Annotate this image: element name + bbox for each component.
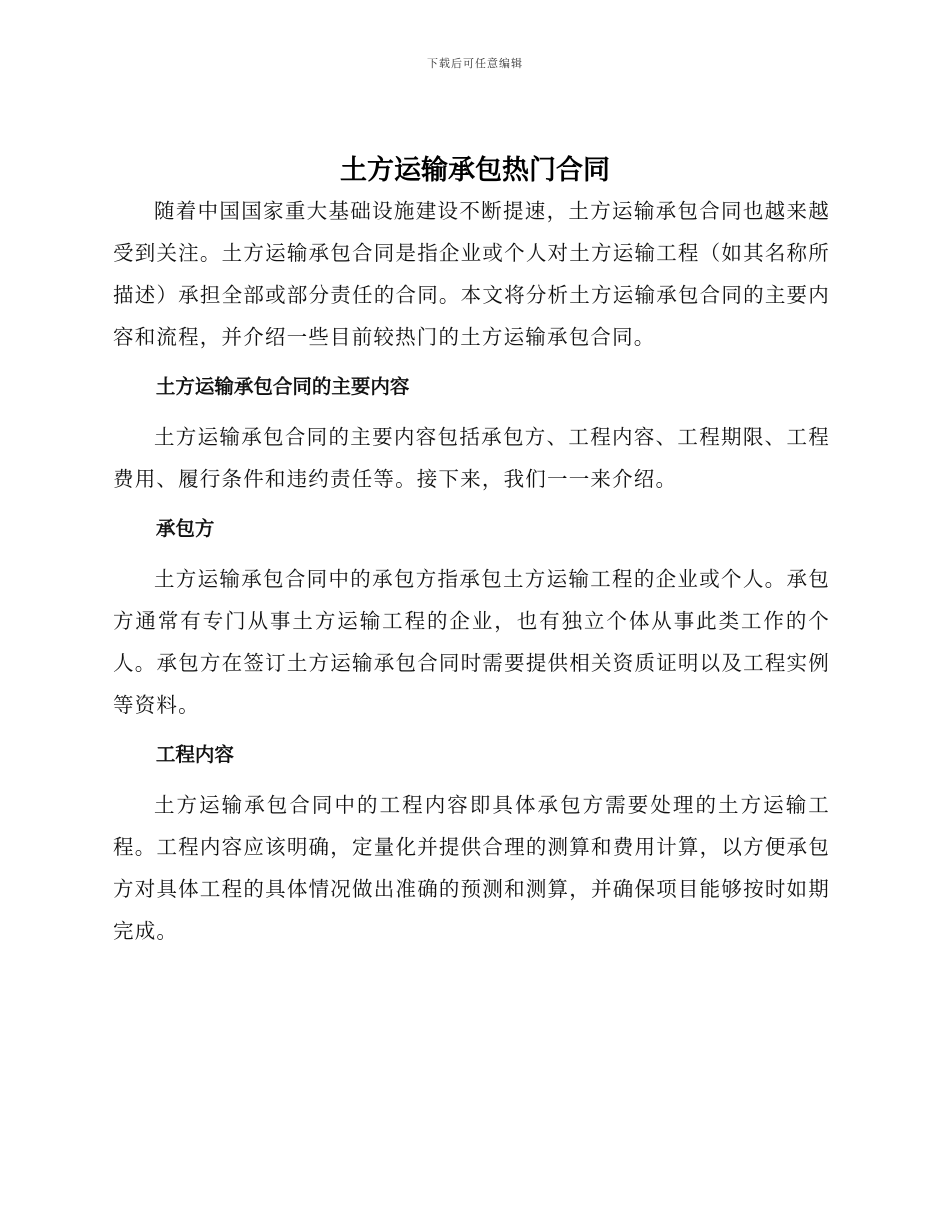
intro-paragraph: 随着中国国家重大基础设施建设不断提速，土方运输承包合同也越来越受到关注。土方运输承包合同是指企业或个人对土方运输工程（如其名称所描述）承担全部或部分责任的合同。本文将分析土方运输承包合同的主要内容和流程，并介绍一些目前较热门的土方运输承包合同。 [113, 199, 830, 349]
section-heading-project-content: 工程内容 [155, 743, 234, 766]
document-title: 土方运输承包热门合同 [340, 155, 610, 186]
header-note: 下载后可任意编辑 [427, 57, 523, 70]
section-heading-contractor: 承包方 [155, 517, 215, 540]
section-heading-main-content: 土方运输承包合同的主要内容 [155, 375, 410, 398]
document-body [113, 190, 830, 952]
project-content-paragraph: 土方运输承包合同中的工程内容即具体承包方需要处理的土方运输工程。工程内容应该明确，定量化并提供合理的测算和费用计算，以方便承包方对具体工程的具体情况做出准确的预测和测算，并确保项目能够按时如期完成。 [113, 793, 830, 943]
main-content-paragraph: 土方运输承包合同的主要内容包括承包方、工程内容、工程期限、工程费用、履行条件和违约责任等。接下来，我们一一来介绍。 [113, 425, 830, 491]
contractor-paragraph: 土方运输承包合同中的承包方指承包土方运输工程的企业或个人。承包方通常有专门从事土方运输工程的企业，也有独立个体从事此类工作的个人。承包方在签订土方运输承包合同时需要提供相关资质证明以及工程实例等资料。 [113, 567, 830, 717]
